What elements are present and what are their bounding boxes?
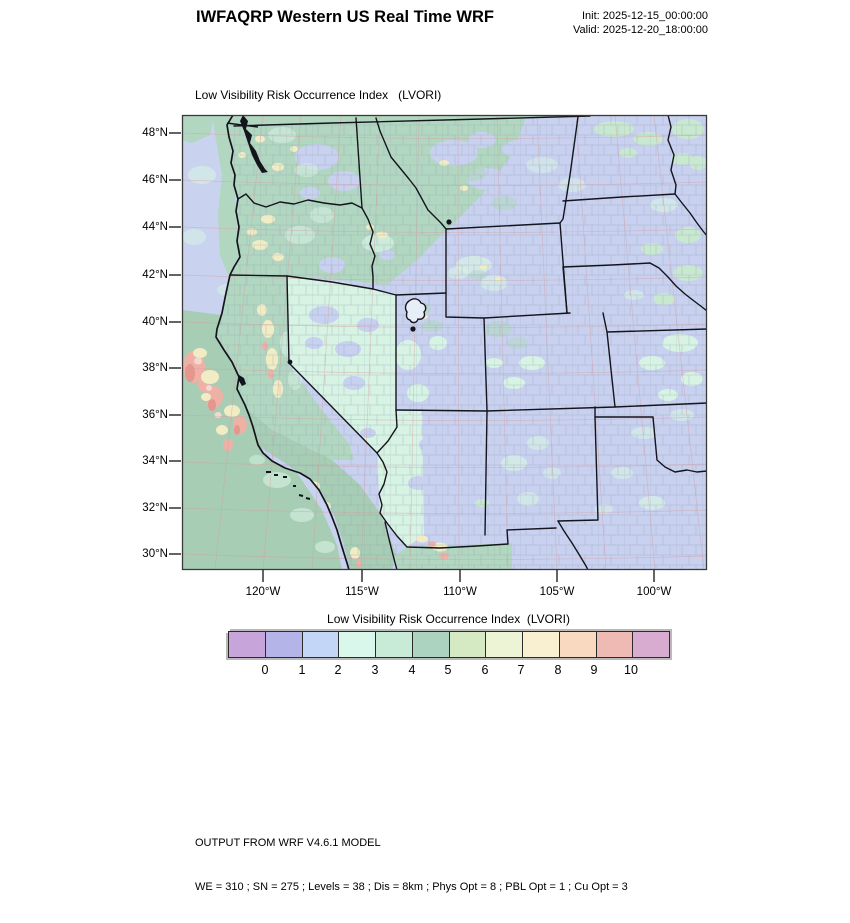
lon-label: 100°W — [636, 586, 672, 598]
colorbar-segment — [303, 632, 340, 657]
colorbar-segment — [450, 632, 487, 657]
colorbar-tick: 3 — [371, 663, 379, 677]
lat-label: 40°N — [142, 316, 168, 328]
colorbar-tick: 5 — [444, 663, 452, 677]
colorbar — [228, 631, 670, 658]
lat-label: 46°N — [142, 174, 168, 186]
colorbar-tick: 7 — [517, 663, 525, 677]
colorbar-segment — [597, 632, 634, 657]
colorbar-tick: 6 — [481, 663, 489, 677]
lon-label: 110°W — [443, 586, 477, 598]
colorbar-segment — [339, 632, 376, 657]
lat-label: 44°N — [142, 221, 168, 233]
colorbar-segment — [523, 632, 560, 657]
colorbar-title: Low Visibility Risk Occurrence Index (LVORI) — [327, 612, 570, 626]
valid-time: Valid: 2025-12-20_18:00:00 — [573, 23, 708, 36]
colorbar-segment — [229, 632, 266, 657]
lat-label: 38°N — [142, 362, 168, 374]
yellowstone-lake — [446, 219, 451, 224]
colorbar-segment — [413, 632, 450, 657]
footer-line1: OUTPUT FROM WRF V4.6.1 MODEL — [195, 837, 381, 849]
model-info-footer — [195, 807, 628, 923]
colorbar-tick: 0 — [261, 663, 269, 677]
utah-lake — [410, 326, 415, 331]
init-time: Init: 2025-12-15_00:00:00 — [582, 10, 708, 22]
lat-label: 30°N — [142, 548, 168, 560]
colorbar-tick: 4 — [408, 663, 416, 677]
lat-label: 34°N — [142, 455, 168, 467]
colorbar-tick: 10 — [624, 663, 638, 677]
colorbar-segment — [486, 632, 523, 657]
lat-label: 48°N — [142, 127, 168, 139]
lat-label: 42°N — [142, 269, 168, 281]
lat-label: 36°N — [142, 409, 168, 421]
footer-line2: WE = 310 ; SN = 275 ; Levels = 38 ; Dis = 8km ; Phys Opt = 8 ; PBL Opt = 1 ; Cu Opt = 3 — [195, 880, 628, 893]
colorbar-tick: 1 — [298, 663, 306, 677]
colorbar-tick: 8 — [554, 663, 562, 677]
lat-label: 32°N — [142, 502, 168, 514]
colorbar-tick: 2 — [334, 663, 342, 677]
page-title: IWFAQRP Western US Real Time WRF — [196, 8, 494, 26]
lon-label: 120°W — [245, 586, 281, 598]
map-field — [182, 115, 707, 570]
lon-label: 105°W — [539, 586, 575, 598]
colorbar-segment — [266, 632, 303, 657]
map-title: Low Visibility Risk Occurrence Index (LVORI) — [195, 88, 442, 102]
lon-label: 115°W — [345, 586, 379, 598]
colorbar-segment — [633, 632, 669, 657]
colorbar-tick: 9 — [590, 663, 598, 677]
colorbar-segment — [376, 632, 413, 657]
colorbar-segment — [560, 632, 597, 657]
